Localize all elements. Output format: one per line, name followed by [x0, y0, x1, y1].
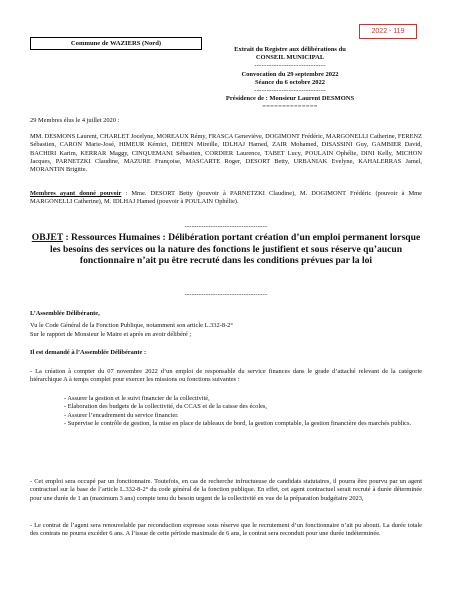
- pouvoir-label: Membres ayant donné pouvoir: [30, 190, 122, 197]
- vu-line: Vu le Code Général de la Fonction Publique, notamment son article L.332-8-2°: [30, 322, 233, 329]
- separator-bottom: -----------------------------------: [184, 291, 268, 298]
- members-count: 29 Membres élus le 4 juillet 2020 :: [30, 117, 120, 124]
- commune-box: [30, 37, 202, 50]
- commune-name: Commune de WAZIERS (Nord): [70, 40, 162, 47]
- fonctionnaire-paragraph: - Cet emploi sera occupé par un fonctionnaire. Toutefois, en cas de recherche infructueuse de candidats statutaires, il pourra être pourvu par un agent contractuel sur la base de l’article L.332-8-2° du code général de la fonction publique. En effet, cet agent contractuel serait recruté à durée déterminée pour une durée de 1 an (maximum 3 ans) compte tenu du besoin urgent de la collectivité en vue de la préparation budgétaire 2023,: [30, 478, 422, 502]
- mission-item: - Supervise le contrôle de gestion, la mise en place de tableaux de bord, la gestion comptable, la gestion financière des marchés publics.: [64, 419, 412, 427]
- register-header: [200, 46, 380, 112]
- creation-paragraph: - La création à compter du 07 novembre 2022 d’un emploi de responsable du service finances dans le grade d’attaché relevant de la catégorie hiérarchique A à temps complet pour exercer les missions ou fonctions suivantes :: [30, 368, 422, 384]
- assemblee-title: L’Assemblée Délibérante,: [30, 310, 100, 317]
- mission-item: - Assurer la gestion et le suivi financier de la collectivité,: [64, 395, 210, 402]
- header-separator: ==============: [262, 103, 318, 111]
- header-separator: -----------------------------: [254, 62, 326, 70]
- objet-label: OBJET: [31, 232, 64, 243]
- header-line2: CONSEIL MUNICIPAL: [255, 54, 325, 62]
- header-separator: -----------------------------: [254, 87, 326, 95]
- seance-date: Séance du 6 octobre 2022: [255, 78, 325, 86]
- pouvoir-text: : Mme. DESORT Betty (pouvoir à PARNETZKI Claudine), M. DOGIMONT Frédéric (pouvoir à Mme MARGONELLI Catherine), M. IDLHAJ Hamed (pouvoir à POULAIN Ophélie).: [30, 190, 422, 206]
- pouvoir-paragraph: [30, 190, 422, 207]
- separator-top: -----------------------------------: [184, 223, 268, 230]
- members-list: MM. DESMONS Laurent, CHARLET Jocelyne, MOREAUX Rémy, FRASCA Geneviève, DOGIMONT Frédéric, MARGONELLI Catherine, FERENZ Sébastien, CARON Marie-José, HIMEUR Kémici, DEHEN Mireille, IDLHAJ Hamed, ZAIR Mohamed, DISASSINI Guy, GAMBIER David, BACHIRI Karim, KERRAR Maggy, CINQUEMANI Sébastien, CORDIER Laurence, TABET Lucy, POULAIN Ophélie, DINI Kelly, MICHON Jacques, PARNETZKI Claudine, MAZURE Françoise, MASCARTE Roger, DESORT Betty, URBANIAK Evelyne, KAHALERRAS Jamel, MORANTIN Brigitte.: [30, 133, 422, 174]
- rapport-line: Sur le rapport de Monsieur le Maire et après en avoir délibéré ;: [30, 331, 192, 338]
- missions-list: [30, 395, 422, 428]
- objet-block: [30, 232, 422, 267]
- mission-item: - Elaboration des budgets de la collectivité, du CCAS et de la caisse des écoles,: [64, 403, 268, 411]
- objet-text: : Ressources Humaines : Délibération portant création d’un emploi permanent lorsque les besoins des services ou la nature des fonctions le justifient et sous réserve qu’aucun fonctionnaire n’ait pu être recruté dans les conditions prévues par la loi: [49, 232, 421, 267]
- presidence: Présidence de : Monsieur Laurent DESMONS: [225, 95, 355, 103]
- convocation-date: Convocation du 29 septembre 2022: [241, 70, 339, 78]
- header-line1: Extrait du Registre aux délibérations du: [234, 46, 346, 53]
- contrat-paragraph: - Le contrat de l’agent sera renouvelable par reconduction expresse sous réserve que le recrutement d’un fonctionnaire n’ait pu abouti. La durée totale des contrats ne pourra excéder 6 ans. A l’issue de cette période maximale de 6 ans, le contrat sera reconduit pour une durée indéterminée.: [30, 522, 422, 538]
- mission-item: - Assurer l’encadrement du service financier.: [64, 411, 179, 419]
- demande-line: Il est demandé à l’Assemblée Délibérante :: [30, 349, 147, 356]
- reference-number: 2022 - 119: [359, 24, 417, 39]
